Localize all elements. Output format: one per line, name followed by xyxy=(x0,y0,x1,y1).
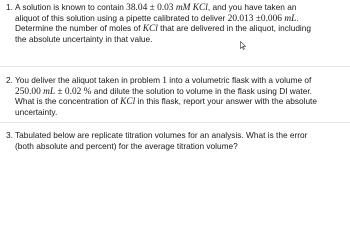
question-text-line: uncertainty. xyxy=(15,106,58,117)
uncertainty-value: ± 0.03 xyxy=(147,3,176,13)
text-segment: and dilute the solution to volume in the flask using DI water. xyxy=(91,85,312,96)
section-divider xyxy=(0,122,350,123)
question-number: 1. xyxy=(6,2,13,12)
text-segment: A solution is known to contain xyxy=(15,2,127,12)
problem-reference: 1 xyxy=(162,76,167,86)
mouse-cursor-icon xyxy=(240,41,246,50)
chemical-formula: KCl xyxy=(120,97,136,108)
text-segment: into a volumetric flask with a volume of xyxy=(166,75,312,85)
text-segment: . xyxy=(296,12,299,23)
text-segment: in this flask, report your answer with the absolute xyxy=(135,96,317,107)
volume-value: 250.00 xyxy=(15,86,41,97)
uncertainty-value: ± 0.02 % xyxy=(55,86,92,97)
uncertainty-value: ±0.006 xyxy=(253,13,285,24)
question-number: 2. xyxy=(6,75,13,85)
question-number: 3. xyxy=(6,130,13,140)
question-text-line: (both absolute and percent) for the average titration volume? xyxy=(15,140,238,151)
section-divider xyxy=(0,66,350,67)
question-text-line xyxy=(15,96,317,108)
volume-value: 20.013 xyxy=(227,13,254,24)
concentration-unit: mM KCl xyxy=(175,3,208,13)
question-text-line: the absolute uncertainty in that value. xyxy=(15,33,153,44)
volume-unit: mL xyxy=(284,13,297,24)
text-segment: , and you have taken an xyxy=(207,2,297,12)
text-segment: You deliver the aliquot taken in problem xyxy=(15,75,163,85)
volume-unit: mL xyxy=(43,86,56,97)
chemical-formula: KCl xyxy=(142,24,158,35)
question-text-line: Tabulated below are replicate titration volumes for an analysis. What is the error xyxy=(15,130,308,140)
text-segment: Determine the number of moles of xyxy=(15,23,143,34)
text-segment: aliquot of this solution using a pipette calibrated to deliver xyxy=(15,12,228,23)
text-segment: that are delivered in the aliquot, including xyxy=(157,23,312,34)
concentration-value: 38.04 xyxy=(126,3,148,13)
text-segment: What is the concentration of xyxy=(15,96,121,107)
